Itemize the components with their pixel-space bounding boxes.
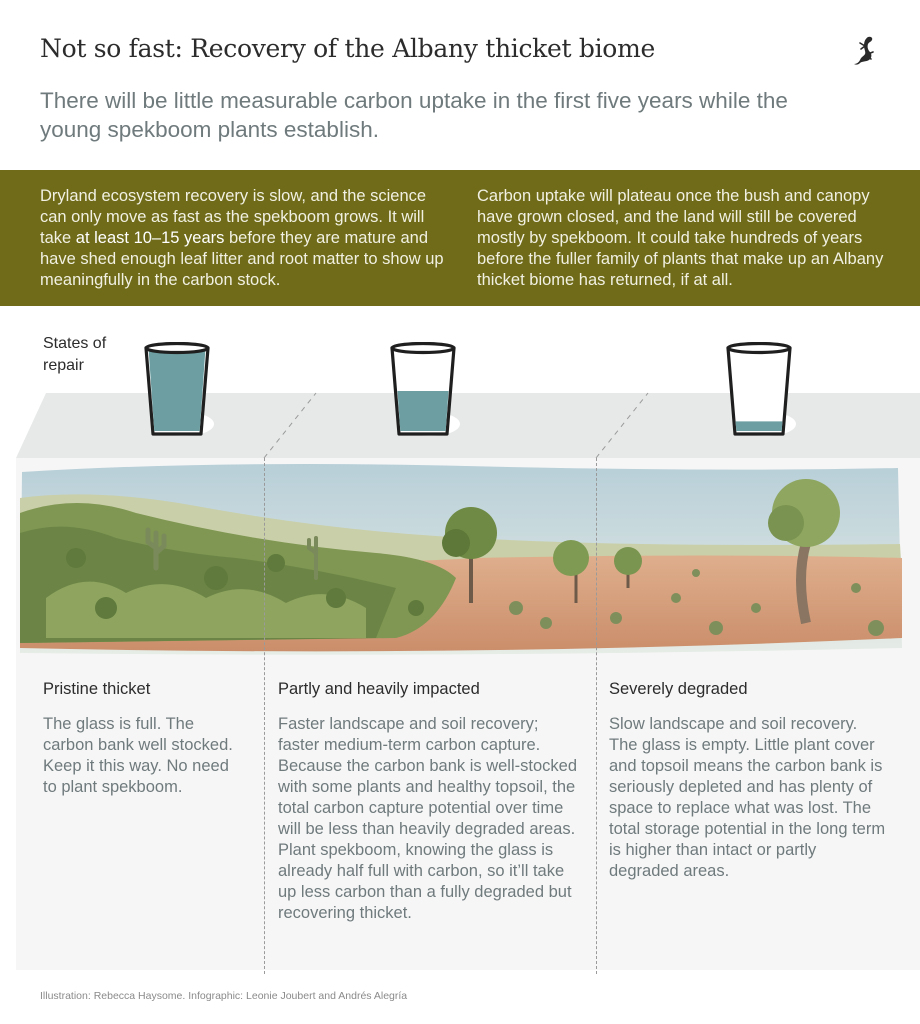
glass-severe-water [736,421,783,431]
column-heading-partly: Partly and heavily impacted [278,680,480,698]
glass-partly [386,342,460,440]
intro-left-text: Dryland ecosystem recovery is slow, and the science can only move as fast as the spekboom grows. It will take at least 10–15 years before they are mature and have shed enough leaf litter and root matter to show up meaningfully in the carbon stock. [40,187,444,289]
intro-band [0,170,920,306]
states-of-repair-label: States of repair [43,335,107,374]
credit-line: Illustration: Rebecca Haysome. Infographic: Leonie Joubert and Andrés Alegría [40,990,408,1002]
thicket-landscape-illustration [16,458,904,663]
column-divider [264,458,265,974]
intro-highlight: at least 10–15 years [75,229,225,247]
column-heading-pristine: Pristine thicket [43,680,151,698]
page-subtitle: There will be little measurable carbon uptake in the first five years while the young spekboom plants establish. [40,88,788,142]
glass-partly-water [398,391,449,431]
lizard-icon [848,34,880,68]
glass-pristine-water [149,351,206,431]
glass-severe [722,342,796,440]
column-body-partly: Faster landscape and soil recovery; faster medium-term carbon capture. Because the carbon bank is well-stocked with some plants and healthy topsoil, the total carbon capture potential over time will be less than heavily degraded areas. Plant spekboom, knowing the glass is already half full with carbon, so it’ll take up less carbon than a fully degraded but recovering thicket. [278,715,577,922]
column-heading-severe: Severely degraded [609,680,748,698]
column-divider [596,458,597,974]
column-body-severe: Slow landscape and soil recovery. The glass is empty. Little plant cover and topsoil means the carbon bank is seriously depleted and has plenty of space to replace what was lost. The total storage potential in the long term is higher than intact or partly degraded areas. [609,715,886,880]
page-title: Not so fast: Recovery of the Albany thicket biome [40,34,655,63]
intro-right-text: Carbon uptake will plateau once the bush and canopy have grown closed, and the land will still be covered mostly by spekboom. It could take hundreds of years before the fuller family of plants that make up an Albany thicket biome has returned, if at all. [477,187,884,289]
column-body-pristine: The glass is full. The carbon bank well stocked. Keep it this way. No need to plant spekboom. [43,715,233,796]
glass-pristine [140,342,214,440]
